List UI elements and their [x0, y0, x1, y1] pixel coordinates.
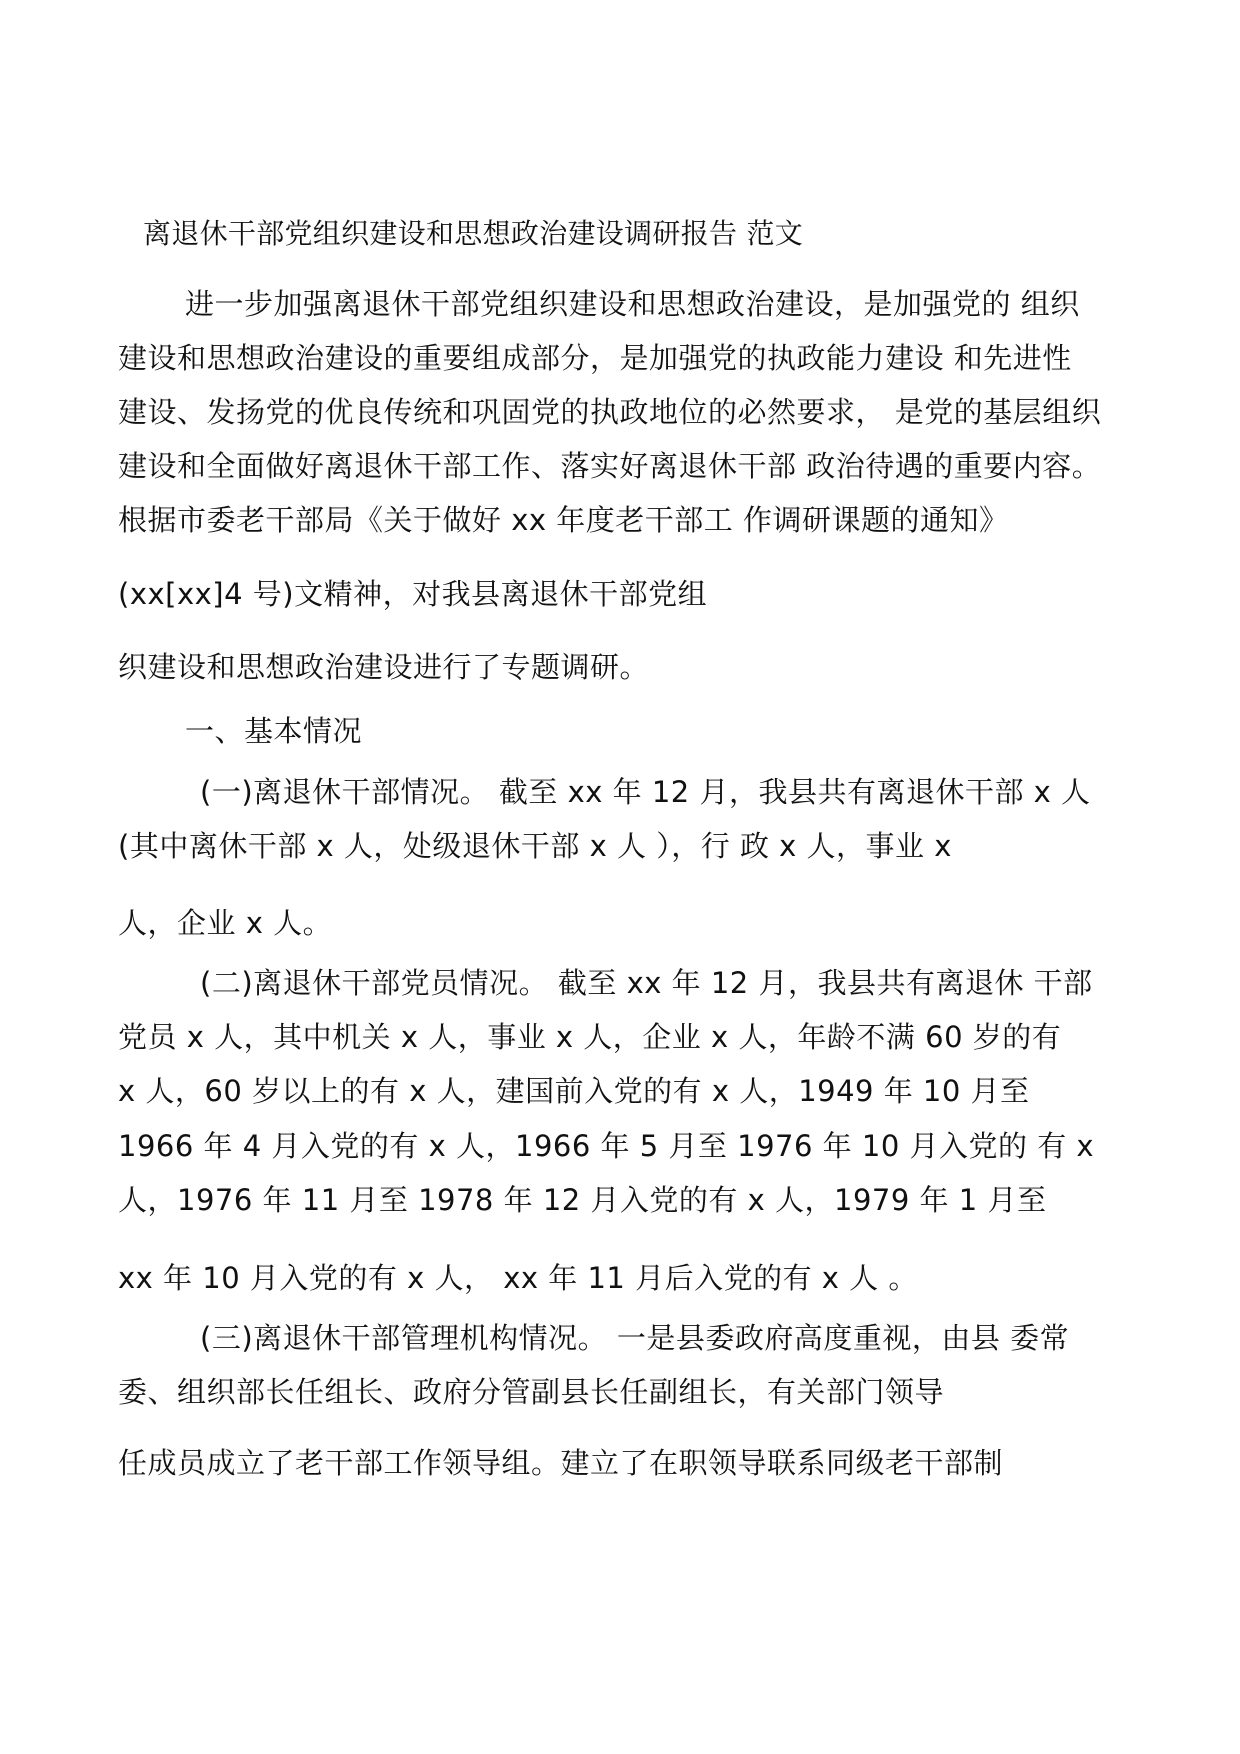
- paragraph-line: (一)离退休干部情况。 截至 xx 年 12 月，我县共有离退休干部 x 人: [200, 775, 1091, 809]
- paragraph-line: (二)离退休干部党员情况。 截至 xx 年 12 月，我县共有离退休 干部: [200, 966, 1093, 1000]
- paragraph-line: 织建设和思想政治建设进行了专题调研。: [118, 650, 650, 684]
- paragraph-line: 进一步加强离退休干部党组织建设和思想政治建设，是加强党的 组织: [185, 287, 1080, 321]
- paragraph-line: 建设、发扬党的优良传统和巩固党的执政地位的必然要求， 是党的基层组织: [118, 395, 1102, 429]
- paragraph-line: 1966 年 4 月入党的有 x 人，1966 年 5 月至 1976 年 10 月入党的 有 x: [118, 1129, 1095, 1163]
- paragraph-line: 根据市委老干部局《关于做好 xx 年度老干部工 作调研课题的通知》: [118, 503, 1009, 537]
- section-heading: 一、基本情况: [185, 714, 363, 748]
- paragraph-line: (三)离退休干部管理机构情况。 一是县委政府高度重视，由县 委常: [200, 1321, 1070, 1355]
- paragraph-line: xx 年 10 月入党的有 x 人， xx 年 11 月后入党的有 x 人 。: [118, 1261, 918, 1295]
- paragraph-line: 人，企业 x 人。: [118, 906, 333, 940]
- document-title: 离退休干部党组织建设和思想政治建设调研报告 范文: [143, 217, 804, 250]
- paragraph-line: 委、组织部长任组长、政府分管副县长任副组长，有关部门领导: [118, 1375, 945, 1409]
- paragraph-line: (其中离休干部 x 人，处级退休干部 x 人 ），行 政 x 人，事业 x: [118, 829, 952, 863]
- paragraph-line: 建设和全面做好离退休干部工作、落实好离退休干部 政治待遇的重要内容。: [118, 449, 1102, 483]
- paragraph-line: 人，1976 年 11 月至 1978 年 12 月入党的有 x 人，1979 年 1 月至: [118, 1183, 1047, 1217]
- paragraph-line: (xx[xx]4 号)文精神，对我县离退休干部党组: [118, 577, 708, 611]
- paragraph-line: 建设和思想政治建设的重要组成部分，是加强党的执政能力建设 和先进性: [118, 341, 1072, 375]
- paragraph-line: 任成员成立了老干部工作领导组。建立了在职领导联系同级老干部制: [118, 1446, 1004, 1480]
- paragraph-line: x 人，60 岁以上的有 x 人，建国前入党的有 x 人，1949 年 10 月至: [118, 1074, 1030, 1108]
- paragraph-line: 党员 x 人，其中机关 x 人，事业 x 人，企业 x 人，年龄不满 60 岁的有: [118, 1020, 1062, 1054]
